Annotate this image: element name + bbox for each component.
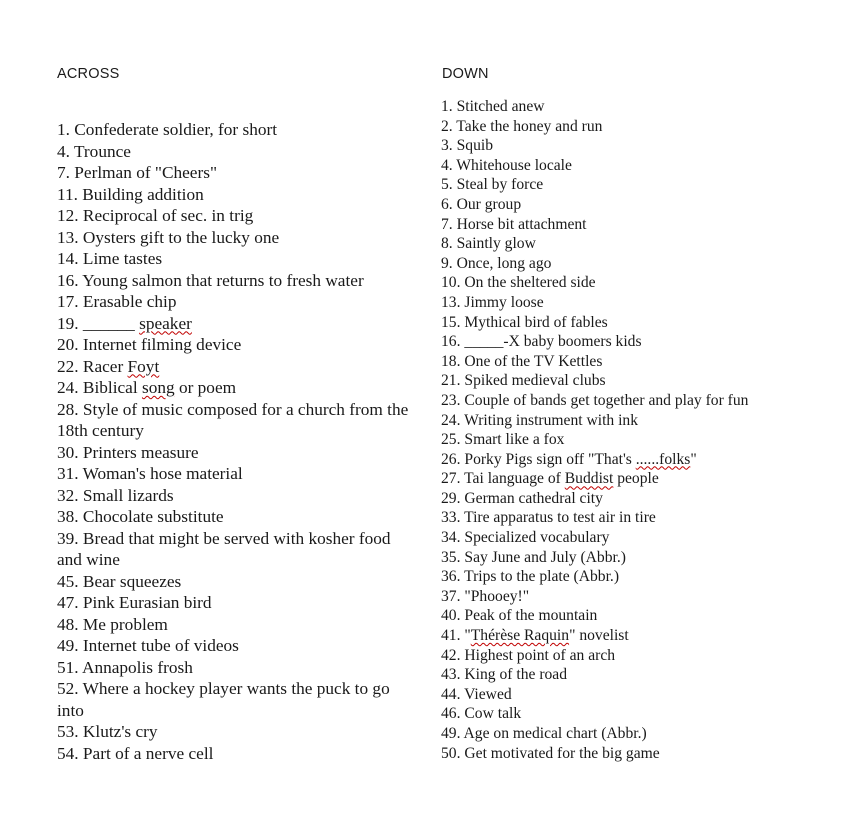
across-clue: 45. Bear squeezes xyxy=(57,571,182,591)
down-clue: 43. King of the road xyxy=(441,666,568,684)
across-clue: 49. Internet tube of videos xyxy=(57,636,239,655)
down-clue: 29. German cathedral city xyxy=(441,489,603,507)
down-clue: 4. Whitehouse locale xyxy=(441,156,572,174)
across-clue: 19. ______ speaker xyxy=(57,313,192,333)
across-clue: 39. Bread that might be served with kosher food and wine xyxy=(57,528,391,569)
down-clue: 16. _____-X baby boomers kids xyxy=(441,333,642,351)
spellcheck-flagged-word: ......folks xyxy=(635,450,691,468)
across-clue: 20. Internet filming device xyxy=(57,335,242,354)
down-clue: 40. Peak of the mountain xyxy=(441,607,598,625)
down-clue: 9. Once, long ago xyxy=(441,254,552,272)
down-clue: 8. Saintly glow xyxy=(441,235,536,253)
across-clue: 16. Young salmon that returns to fresh water xyxy=(57,270,364,290)
across-clue: 32. Small lizards xyxy=(57,485,174,505)
across-clue: 48. Me problem xyxy=(57,614,168,634)
down-clue: 42. Highest point of an arch xyxy=(441,646,616,664)
down-heading: DOWN xyxy=(442,66,489,82)
across-heading: ACROSS xyxy=(57,66,120,82)
down-clue: 15. Mythical bird of fables xyxy=(441,313,608,331)
across-clue: 51. Annapolis frosh xyxy=(57,657,193,677)
spellcheck-flagged-word: Buddist xyxy=(564,470,614,488)
spellcheck-flagged-word: song xyxy=(141,378,175,397)
down-clue: 49. Age on medical chart (Abbr.) xyxy=(441,725,647,742)
across-clue-list xyxy=(57,119,417,764)
down-clue: 13. Jimmy loose xyxy=(441,293,544,311)
down-clue: 5. Steal by force xyxy=(441,176,544,194)
across-clue: 30. Printers measure xyxy=(57,442,199,462)
down-clue: 26. Porky Pigs sign off "That's ......folks" xyxy=(441,450,697,468)
down-clue: 46. Cow talk xyxy=(441,705,522,723)
down-clue: 33. Tire apparatus to test air in tire xyxy=(441,509,656,527)
across-clue: 17. Erasable chip xyxy=(57,292,177,311)
down-clue: 37. "Phooey!" xyxy=(441,587,530,605)
across-clue: 7. Perlman of "Cheers" xyxy=(57,163,218,182)
down-clue: 10. On the sheltered side xyxy=(441,274,596,292)
down-clue: 21. Spiked medieval clubs xyxy=(441,372,606,390)
across-clue: 47. Pink Eurasian bird xyxy=(57,593,212,612)
down-clue: 7. Horse bit attachment xyxy=(441,215,587,233)
across-clue: 53. Klutz's cry xyxy=(57,722,158,741)
across-clue: 13. Oysters gift to the lucky one xyxy=(57,227,280,247)
down-clue: 41. "Thérèse Raquin" novelist xyxy=(441,627,629,645)
across-clue: 12. Reciprocal of sec. in trig xyxy=(57,206,254,225)
down-clue: 2. Take the honey and run xyxy=(441,117,603,135)
down-clue: 18. One of the TV Kettles xyxy=(441,352,603,370)
down-clue: 34. Specialized vocabulary xyxy=(441,529,610,547)
down-clue: 35. Say June and July (Abbr.) xyxy=(441,548,626,566)
down-clue: 50. Get motivated for the big game xyxy=(441,744,660,762)
across-clue: 24. Biblical song or poem xyxy=(57,378,237,397)
across-clue: 52. Where a hockey player wants the puck to go into xyxy=(57,679,390,720)
down-clue: 3. Squib xyxy=(441,137,493,155)
down-clue: 24. Writing instrument with ink xyxy=(441,411,639,429)
down-clue: 23. Couple of bands get together and play for fun xyxy=(441,391,749,409)
down-clue: 36. Trips to the plate (Abbr.) xyxy=(441,568,620,586)
across-clue: 31. Woman's hose material xyxy=(57,464,243,483)
across-clue: 1. Confederate soldier, for short xyxy=(57,120,278,139)
spellcheck-flagged-word: Foyt xyxy=(127,356,160,376)
spellcheck-flagged-word: Thérèse Raquin xyxy=(470,627,570,645)
across-clue: 54. Part of a nerve cell xyxy=(57,743,214,763)
spellcheck-flagged-word: speaker xyxy=(139,313,192,333)
down-clue: 6. Our group xyxy=(441,195,522,213)
across-clue: 22. Racer Foyt xyxy=(57,356,160,376)
across-clue: 4. Trounce xyxy=(57,141,131,161)
down-clue: 1. Stitched anew xyxy=(441,98,545,115)
across-clue: 14. Lime tastes xyxy=(57,249,163,268)
down-clue-list xyxy=(441,97,841,763)
down-clue: 44. Viewed xyxy=(441,685,512,703)
across-clue: 38. Chocolate substitute xyxy=(57,507,224,526)
across-clue: 11. Building addition xyxy=(57,184,204,204)
down-clue: 25. Smart like a fox xyxy=(441,431,565,449)
across-clue: 28. Style of music composed for a church from the 18th century xyxy=(57,399,409,440)
down-clue: 27. Tai language of Buddist people xyxy=(441,470,659,488)
